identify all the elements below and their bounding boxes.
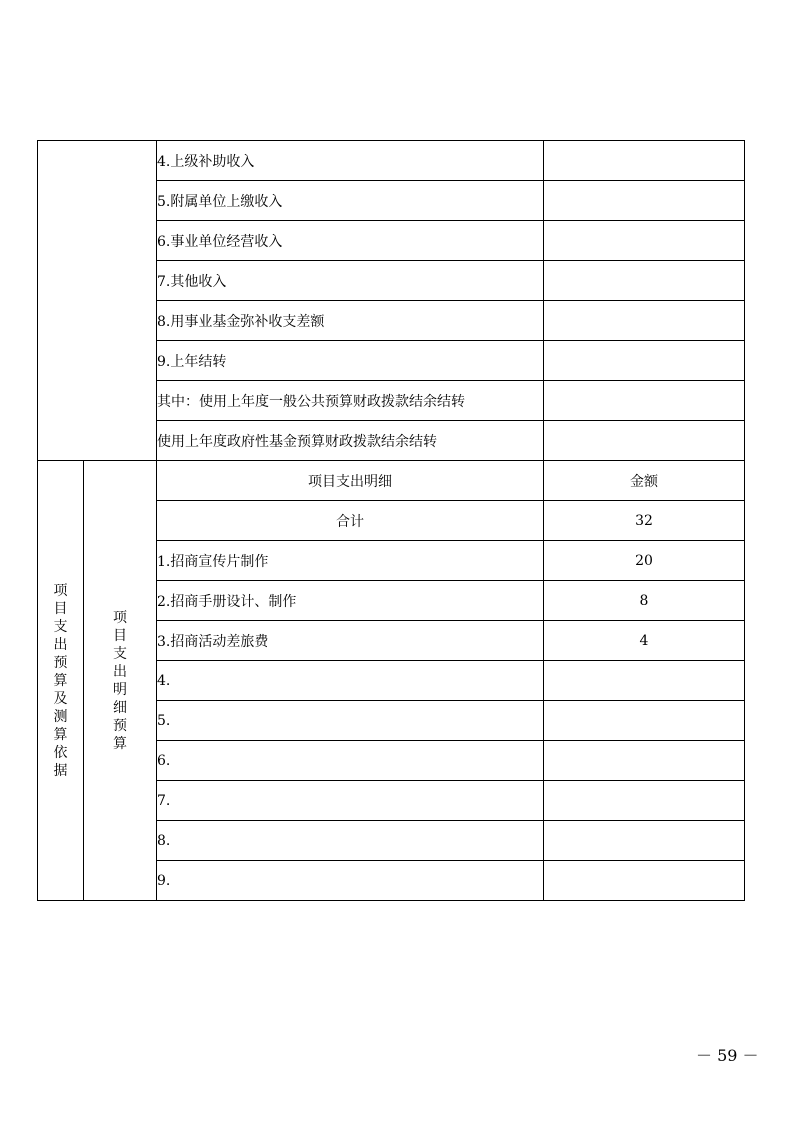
budget-table: [37, 140, 745, 901]
expense-item-amount: [544, 741, 745, 781]
total-amount: 32: [544, 501, 745, 541]
expense-item-label: 4.: [157, 661, 544, 701]
income-item-amount: [544, 181, 745, 221]
expense-item-amount: [544, 781, 745, 821]
income-item-amount: [544, 381, 745, 421]
column-header-item: 项目支出明细: [157, 461, 544, 501]
expense-item-label: 2.招商手册设计、制作: [157, 581, 544, 621]
income-item-label: 4.上级补助收入: [157, 141, 544, 181]
expense-item-label: 9.: [157, 861, 544, 901]
income-item-label: 5.附属单位上缴收入: [157, 181, 544, 221]
income-item-label: 9.上年结转: [157, 341, 544, 381]
table-row: [38, 141, 745, 181]
expense-item-label: 1.招商宣传片制作: [157, 541, 544, 581]
income-item-amount: [544, 221, 745, 261]
expense-item-amount: 20: [544, 541, 745, 581]
income-item-label: 使用上年度政府性基金预算财政拨款结余结转: [157, 421, 544, 461]
income-item-amount: [544, 421, 745, 461]
expense-item-label: 6.: [157, 741, 544, 781]
income-item-label: 其中：使用上年度一般公共预算财政拨款结余结转: [157, 381, 544, 421]
income-item-amount: [544, 301, 745, 341]
expense-item-label: 3.招商活动差旅费: [157, 621, 544, 661]
expense-item-amount: [544, 661, 745, 701]
expense-item-label: 8.: [157, 821, 544, 861]
section-outer-label: 项目支出预算及测算依据: [53, 582, 68, 779]
expense-item-amount: 4: [544, 621, 745, 661]
page-number: － 59 －: [696, 1046, 759, 1065]
column-header-amount: 金额: [544, 461, 745, 501]
expense-item-label: 5.: [157, 701, 544, 741]
income-item-label: 7.其他收入: [157, 261, 544, 301]
section-inner-label: 项目支出明细预算: [113, 609, 127, 752]
blank-merged-cell: [38, 141, 157, 461]
total-label: 合计: [157, 501, 544, 541]
income-item-label: 6.事业单位经营收入: [157, 221, 544, 261]
table-row: [38, 461, 745, 501]
income-item-label: 8.用事业基金弥补收支差额: [157, 301, 544, 341]
expense-item-amount: 8: [544, 581, 745, 621]
expense-item-label: 7.: [157, 781, 544, 821]
income-item-amount: [544, 141, 745, 181]
expense-item-amount: [544, 861, 745, 901]
income-item-amount: [544, 261, 745, 301]
section-inner-label-cell: [84, 461, 157, 901]
expense-item-amount: [544, 701, 745, 741]
section-outer-label-cell: [38, 461, 84, 901]
income-item-amount: [544, 341, 745, 381]
expense-item-amount: [544, 821, 745, 861]
